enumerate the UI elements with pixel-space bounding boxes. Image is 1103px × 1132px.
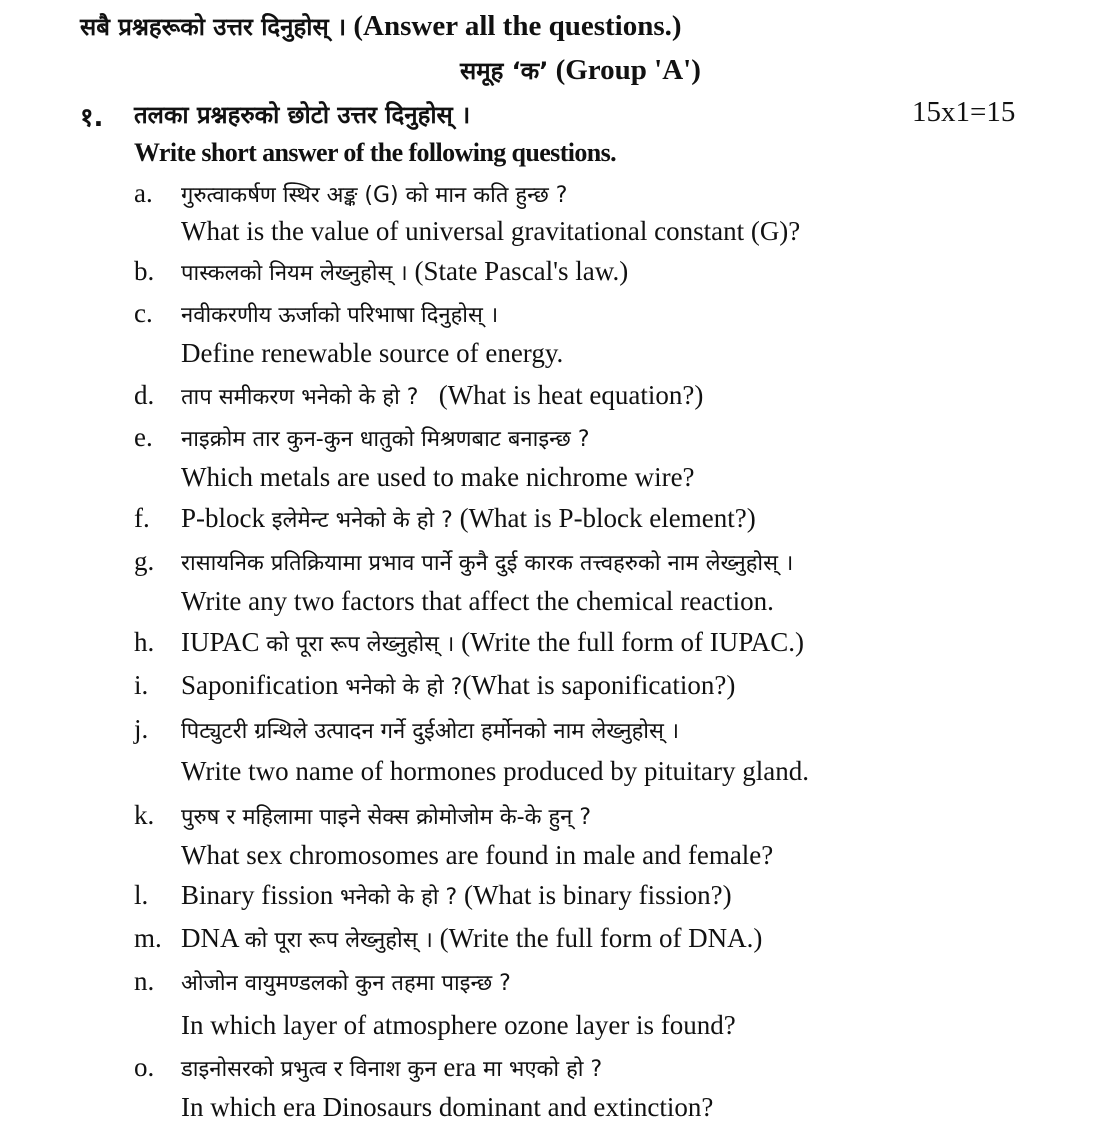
- item-label: l.: [134, 880, 149, 910]
- item-label: b.: [134, 256, 155, 286]
- question-marks: 15x1=15: [912, 96, 1016, 128]
- item-english: What sex chromosomes are found in male and female?: [181, 840, 774, 870]
- item-text: [181, 966, 511, 997]
- item-english: In which era Dinosaurs dominant and extinction?: [181, 1092, 714, 1122]
- item-label: e.: [134, 422, 153, 452]
- item-text: [181, 714, 679, 745]
- item-nepali: नाइक्रोम तार कुन-कुन धातुको मिश्रणबाट बनाइन्छ ?: [181, 427, 590, 452]
- item-label: a.: [134, 178, 153, 208]
- item-nepali: को पूरा रूप लेख्नुहोस् ।: [266, 632, 455, 657]
- item-nepali: भनेको के हो ?: [345, 675, 463, 700]
- item-label: o.: [134, 1052, 155, 1082]
- item-english: Write any two factors that affect the chemical reaction.: [181, 586, 774, 616]
- group-heading: [460, 54, 701, 87]
- item-nepali: रासायनिक प्रतिक्रियामा प्रभाव पार्ने कुनै दुई कारक तत्त्वहरुको नाम लेख्नुहोस् ।: [181, 551, 794, 576]
- item-label: h.: [134, 627, 155, 657]
- question-number: १.: [80, 103, 104, 133]
- item-label: j.: [134, 714, 149, 744]
- item-nepali: ओजोन वायुमण्डलको कुन तहमा पाइन्छ ?: [181, 971, 511, 996]
- item-pre-english: P-block: [181, 503, 265, 533]
- group-nepali: समूह ‘क’: [460, 57, 549, 85]
- item-inline-english: (What is P-block element?): [459, 503, 756, 533]
- item-text: [181, 503, 756, 534]
- item-label: n.: [134, 966, 155, 996]
- item-label: f.: [134, 503, 150, 533]
- item-text: [181, 380, 703, 411]
- item-mid-english: era: [443, 1052, 477, 1082]
- item-text: [181, 178, 567, 209]
- item-text: [181, 880, 732, 911]
- item-english: In which layer of atmosphere ozone layer is found?: [181, 1010, 736, 1040]
- item-inline-english: (What is saponification?): [462, 670, 736, 700]
- item-inline-english: (Write the full form of IUPAC.): [461, 627, 804, 657]
- item-pre-english: Binary fission: [181, 880, 334, 910]
- item-label: i.: [134, 670, 149, 700]
- item-pre-english: Saponification: [181, 670, 339, 700]
- item-label: g.: [134, 546, 155, 576]
- item-text: [181, 627, 804, 658]
- item-nepali: गुरुत्वाकर्षण स्थिर अङ्क (G) को मान कति हुन्छ ?: [181, 183, 568, 208]
- item-nepali: नवीकरणीय ऊर्जाको परिभाषा दिनुहोस् ।: [181, 303, 499, 328]
- item-english: Write two name of hormones produced by pituitary gland.: [181, 756, 810, 786]
- item-nepali: पास्कलको नियम लेख्नुहोस् ।: [181, 261, 408, 286]
- question-heading-english: Write short answer of the following questions.: [134, 138, 617, 167]
- item-nepali: भनेको के हो ?: [340, 885, 458, 910]
- question-heading-nepali: तलका प्रश्नहरुको छोटो उत्तर दिनुहोस् ।: [134, 101, 471, 129]
- item-nepali: डाइनोसरको प्रभुत्व र विनाश कुन: [181, 1057, 437, 1082]
- item-inline-english: (What is binary fission?): [463, 880, 732, 910]
- item-text: [181, 800, 591, 831]
- item-text: [181, 923, 762, 954]
- item-nepali: इलेमेन्ट भनेको के हो ?: [271, 508, 453, 533]
- item-text: [181, 670, 735, 701]
- instruction-nepali: सबै प्रश्नहरूको उत्तर दिनुहोस् ।: [80, 13, 347, 41]
- instruction-english: (Answer all the questions.): [353, 10, 682, 42]
- item-inline-english: (Write the full form of DNA.): [439, 923, 763, 953]
- item-nepali: पिट्युटरी ग्रन्थिले उत्पादन गर्ने दुईओटा हर्मोनको नाम लेख्नुहोस् ।: [181, 719, 680, 744]
- item-nepali: को पूरा रूप लेख्नुहोस् ।: [244, 928, 433, 953]
- group-english: (Group 'A'): [555, 54, 701, 86]
- item-nepali-2: मा भएको हो ?: [483, 1057, 603, 1082]
- item-inline-english: (State Pascal's law.): [414, 256, 629, 286]
- item-text: [181, 546, 793, 577]
- item-pre-english: DNA: [181, 923, 239, 953]
- item-text: [181, 1052, 602, 1083]
- item-text: [181, 422, 590, 453]
- instruction-line: [80, 10, 682, 43]
- item-label: k.: [134, 800, 155, 830]
- item-english: Define renewable source of energy.: [181, 338, 564, 368]
- item-label: d.: [134, 380, 155, 410]
- item-nepali: पुरुष र महिलामा पाइने सेक्स क्रोमोजोम के-के हुन् ?: [181, 805, 592, 830]
- item-text: [181, 256, 628, 287]
- item-english: Which metals are used to make nichrome wire?: [181, 462, 695, 492]
- item-inline-english: (What is heat equation?): [438, 380, 704, 410]
- item-nepali: ताप समीकरण भनेको के हो ?: [181, 385, 419, 410]
- item-label: m.: [134, 923, 162, 953]
- item-text: [181, 298, 498, 329]
- item-english: What is the value of universal gravitational constant (G)?: [181, 216, 801, 246]
- item-label: c.: [134, 298, 153, 328]
- item-pre-english: IUPAC: [181, 627, 260, 657]
